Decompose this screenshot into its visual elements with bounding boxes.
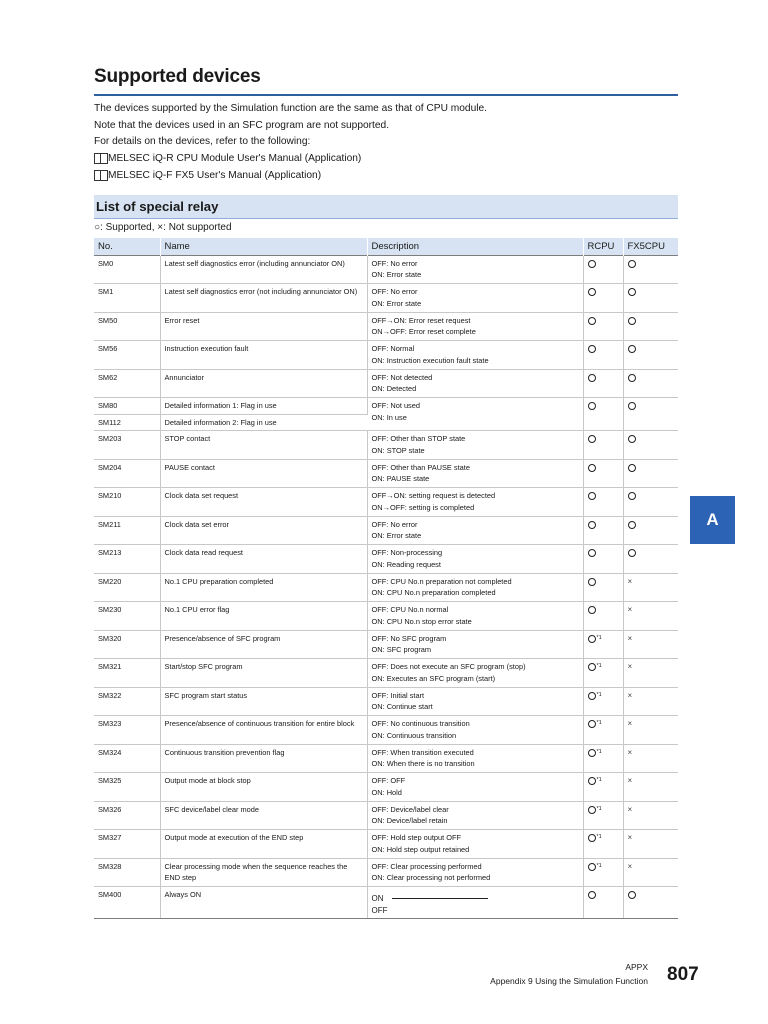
footnote-ref: *1 — [596, 834, 602, 840]
relay-number: SM213 — [94, 545, 160, 574]
description-line: ON: Error state — [371, 298, 422, 308]
fx5cpu-support — [623, 369, 678, 398]
footnote-ref: *1 — [596, 748, 602, 755]
description-line: OFF: No error — [371, 258, 418, 268]
relay-description — [367, 398, 583, 431]
supported-mark — [588, 720, 596, 728]
rcpu-support — [583, 630, 623, 659]
column-header-rcpu: RCPU — [583, 238, 623, 255]
relay-description — [367, 488, 583, 517]
rcpu-support — [583, 687, 623, 716]
manual-reference-text: MELSEC iQ-R CPU Module User's Manual (Application) — [108, 153, 362, 165]
table-row — [94, 659, 678, 688]
relay-name: Output mode at block stop — [160, 773, 367, 802]
relay-description — [367, 630, 583, 659]
description-line: ON: Detected — [371, 384, 417, 393]
description-line: OFF: Other than PAUSE state — [371, 462, 470, 472]
description-line: OFF→ON: setting request is detected — [371, 491, 496, 500]
relay-number: SM320 — [94, 630, 160, 659]
description-line: ON: Continue start — [371, 702, 433, 711]
relay-name: Presence/absence of continuous transition for entire block — [160, 716, 367, 745]
footer-appx: APPX — [625, 962, 648, 972]
fx5cpu-support — [623, 341, 678, 370]
table-row — [94, 545, 678, 574]
page-title: Supported devices — [94, 66, 261, 87]
supported-mark — [588, 663, 596, 671]
not-supported-mark: × — [627, 690, 633, 700]
supported-mark — [628, 317, 636, 325]
supported-mark — [588, 260, 596, 268]
supported-mark — [588, 578, 596, 586]
supported-mark — [628, 521, 636, 529]
fx5cpu-support — [623, 284, 678, 313]
description-line: OFF: Other than STOP state — [371, 434, 466, 443]
fx5cpu-support — [623, 459, 678, 488]
rcpu-support — [583, 602, 623, 631]
supported-mark — [588, 891, 596, 899]
book-icon — [94, 153, 107, 162]
timing-line — [392, 898, 488, 899]
table-row — [94, 312, 678, 341]
column-header-description: Description — [367, 238, 583, 255]
supported-mark — [588, 374, 596, 382]
table-header-row — [94, 238, 678, 255]
supported-mark — [628, 492, 636, 500]
intro-line: The devices supported by the Simulation function are the same as that of CPU module. — [94, 103, 487, 114]
description-line: OFF: Non-processing — [371, 548, 443, 557]
description-line: OFF: Clear processing performed — [371, 861, 482, 871]
description-line: ON: Instruction execution fault state — [371, 355, 489, 365]
relay-description — [367, 516, 583, 545]
description-line: ON: Hold — [371, 787, 402, 797]
relay-number: SM323 — [94, 716, 160, 745]
supported-mark — [588, 606, 596, 614]
supported-mark — [588, 288, 596, 296]
description-line: OFF: No error — [371, 287, 418, 296]
footnote-ref: *1 — [596, 663, 602, 669]
section-underline — [94, 218, 678, 219]
rcpu-support — [583, 744, 623, 773]
relay-name: Error reset — [160, 312, 367, 341]
supported-mark — [588, 749, 596, 757]
description-line: OFF: CPU No.n normal — [371, 605, 449, 614]
relay-number: SM1 — [94, 284, 160, 313]
footnote-ref: *1 — [596, 862, 602, 869]
rcpu-support — [583, 573, 623, 602]
relay-number: SM56 — [94, 341, 160, 370]
fx5cpu-support — [623, 488, 678, 517]
table-row — [94, 573, 678, 602]
fx5cpu-support — [623, 659, 678, 688]
description-line: ON: Device/label retain — [371, 816, 448, 825]
table-row — [94, 255, 678, 284]
rcpu-support — [583, 431, 623, 460]
relay-name: No.1 CPU error flag — [160, 602, 367, 631]
relay-description — [367, 687, 583, 716]
relay-description — [367, 716, 583, 745]
description-line: OFF: Not used — [371, 401, 420, 410]
timing-row-on — [372, 893, 579, 905]
rcpu-support — [583, 398, 623, 431]
not-supported-mark: × — [627, 776, 633, 785]
rcpu-support — [583, 887, 623, 919]
description-line: ON: PAUSE state — [371, 474, 430, 483]
relay-name: Continuous transition prevention flag — [160, 744, 367, 773]
fx5cpu-support — [623, 602, 678, 631]
support-legend: ○: Supported, ×: Not supported — [94, 222, 232, 233]
not-supported-mark: × — [627, 861, 633, 871]
supported-mark — [588, 317, 596, 325]
relay-number: SM322 — [94, 687, 160, 716]
supported-mark — [588, 521, 596, 529]
rcpu-support — [583, 545, 623, 574]
relay-name: SFC device/label clear mode — [160, 801, 367, 830]
supported-mark — [628, 891, 636, 899]
fx5cpu-support — [623, 255, 678, 284]
relay-description — [367, 431, 583, 460]
supported-mark — [588, 806, 596, 814]
supported-mark — [588, 464, 596, 472]
supported-mark — [628, 260, 636, 268]
fx5cpu-support — [623, 545, 678, 574]
supported-mark — [628, 549, 636, 557]
relay-description — [367, 830, 583, 859]
description-line: ON→OFF: Error reset complete — [371, 327, 476, 336]
rcpu-support — [583, 284, 623, 313]
supported-mark — [588, 635, 596, 643]
intro-line: Note that the devices used in an SFC program are not supported. — [94, 119, 390, 131]
relay-number: SM203 — [94, 431, 160, 460]
relay-description — [367, 858, 583, 887]
supported-mark — [628, 374, 636, 382]
table-row — [94, 687, 678, 716]
not-supported-mark: × — [627, 833, 633, 842]
relay-name: Latest self diagnostics error (not including annunciator ON) — [160, 284, 367, 313]
supported-mark — [588, 492, 596, 500]
relay-number: SM325 — [94, 773, 160, 802]
relay-number: SM230 — [94, 602, 160, 631]
rcpu-support — [583, 488, 623, 517]
table-row — [94, 341, 678, 370]
supported-mark — [588, 834, 596, 842]
description-line: ON: SFC program — [371, 645, 432, 654]
table-row — [94, 630, 678, 659]
not-supported-mark: × — [627, 662, 633, 671]
relay-description — [367, 744, 583, 773]
relay-name: Clear processing mode when the sequence reaches the END step — [160, 858, 367, 887]
description-line: ON: Hold step output retained — [371, 844, 470, 854]
relay-number: SM321 — [94, 659, 160, 688]
relay-number: SM204 — [94, 459, 160, 488]
fx5cpu-support — [623, 887, 678, 919]
relay-description — [367, 801, 583, 830]
description-line: ON: When there is no transition — [371, 759, 475, 768]
rcpu-support — [583, 516, 623, 545]
footnote-ref: *1 — [596, 777, 602, 783]
relay-description — [367, 459, 583, 488]
description-line: ON: Reading request — [371, 559, 441, 569]
fx5cpu-support — [623, 573, 678, 602]
description-line: OFF: No error — [371, 519, 418, 529]
supported-mark — [588, 345, 596, 353]
title-underline — [94, 94, 678, 96]
intro-line: For details on the devices, refer to the following: — [94, 136, 311, 148]
section-heading — [94, 195, 678, 218]
rcpu-support — [583, 255, 623, 284]
timing-label-on: ON — [371, 894, 384, 903]
relay-name: Clock data set request — [160, 488, 367, 517]
relay-number: SM327 — [94, 830, 160, 859]
table-row — [94, 516, 678, 545]
description-line: OFF: Normal — [371, 344, 415, 353]
relay-name: Detailed information 2: Flag in use — [160, 414, 367, 431]
rcpu-support — [583, 830, 623, 859]
footnote-ref: *1 — [596, 634, 602, 641]
relay-name: Annunciator — [160, 369, 367, 398]
not-supported-mark: × — [627, 719, 633, 728]
relay-number: SM50 — [94, 312, 160, 341]
description-line: ON: STOP state — [371, 445, 425, 455]
supported-mark — [588, 402, 596, 410]
supported-mark — [628, 345, 636, 353]
relay-name: SFC program start status — [160, 687, 367, 716]
fx5cpu-support — [623, 398, 678, 431]
relay-number: SM0 — [94, 255, 160, 284]
table-row — [94, 830, 678, 859]
table-row — [94, 773, 678, 802]
description-line: OFF→ON: Error reset request — [371, 315, 471, 325]
description-line: OFF: Hold step output OFF — [371, 833, 462, 842]
relay-number: SM112 — [94, 414, 160, 431]
relay-description — [367, 312, 583, 341]
column-header-fx5cpu: FX5CPU — [623, 238, 678, 255]
relay-name: Latest self diagnostics error (including annunciator ON) — [160, 255, 367, 284]
not-supported-mark: × — [627, 747, 633, 757]
footnote-ref: *1 — [596, 805, 602, 812]
relay-number: SM210 — [94, 488, 160, 517]
table-row — [94, 459, 678, 488]
relay-description — [367, 773, 583, 802]
relay-description — [367, 887, 583, 919]
fx5cpu-support — [623, 516, 678, 545]
relay-number: SM62 — [94, 369, 160, 398]
not-supported-mark: × — [627, 804, 633, 814]
supported-mark — [588, 863, 596, 871]
relay-name: No.1 CPU preparation completed — [160, 573, 367, 602]
description-line: OFF: Does not execute an SFC program (stop) — [371, 662, 526, 671]
table-row — [94, 887, 678, 919]
not-supported-mark: × — [627, 605, 633, 614]
description-line: OFF: When transition executed — [371, 747, 474, 757]
relay-description — [367, 602, 583, 631]
rcpu-support — [583, 369, 623, 398]
manual-reference[interactable] — [94, 151, 678, 168]
rcpu-support — [583, 716, 623, 745]
relay-number: SM328 — [94, 858, 160, 887]
relay-number: SM220 — [94, 573, 160, 602]
description-line: OFF: No SFC program — [371, 633, 447, 643]
relay-description — [367, 545, 583, 574]
table-row — [94, 716, 678, 745]
relay-description — [367, 573, 583, 602]
supported-mark — [628, 288, 636, 296]
supported-mark — [588, 777, 596, 785]
fx5cpu-support — [623, 687, 678, 716]
supported-mark — [628, 402, 636, 410]
manual-reference[interactable] — [94, 168, 678, 185]
relay-name: STOP contact — [160, 431, 367, 460]
table-row — [94, 744, 678, 773]
fx5cpu-support — [623, 716, 678, 745]
description-line: OFF: Not detected — [371, 372, 433, 382]
description-line: ON: In use — [371, 412, 407, 422]
relay-name: PAUSE contact — [160, 459, 367, 488]
rcpu-support — [583, 459, 623, 488]
description-line: ON: Executes an SFC program (start) — [371, 673, 496, 683]
rcpu-support — [583, 801, 623, 830]
description-line: OFF: Device/label clear — [371, 804, 449, 814]
table-row — [94, 488, 678, 517]
manual-reference-text: MELSEC iQ-F FX5 User's Manual (Application) — [108, 169, 322, 181]
relay-number: SM211 — [94, 516, 160, 545]
relay-description — [367, 284, 583, 313]
description-line: OFF: CPU No.n preparation not completed — [371, 576, 512, 586]
description-line: ON: CPU No.n preparation completed — [371, 588, 496, 597]
rcpu-support — [583, 773, 623, 802]
table-row — [94, 858, 678, 887]
fx5cpu-support — [623, 431, 678, 460]
relay-number: SM326 — [94, 801, 160, 830]
description-line: ON: Continuous transition — [371, 730, 457, 740]
fx5cpu-support — [623, 773, 678, 802]
table-row — [94, 284, 678, 313]
table-row — [94, 369, 678, 398]
supported-mark — [588, 435, 596, 443]
description-line: OFF: Initial start — [371, 690, 425, 700]
footnote-ref: *1 — [596, 720, 602, 726]
special-relay-table — [94, 238, 678, 919]
relay-name: Start/stop SFC program — [160, 659, 367, 688]
rcpu-support — [583, 659, 623, 688]
column-header-no: No. — [94, 238, 160, 255]
rcpu-support — [583, 312, 623, 341]
footnote-ref: *1 — [596, 691, 602, 698]
relay-name: Output mode at execution of the END step — [160, 830, 367, 859]
supported-mark — [628, 435, 636, 443]
appendix-tab[interactable]: A — [690, 496, 735, 544]
table-body — [94, 255, 678, 919]
fx5cpu-support — [623, 801, 678, 830]
fx5cpu-support — [623, 744, 678, 773]
relay-name: Presence/absence of SFC program — [160, 630, 367, 659]
column-header-name: Name — [160, 238, 367, 255]
relay-number: SM80 — [94, 398, 160, 415]
relay-name: Always ON — [160, 887, 367, 919]
timing-label-off: OFF — [371, 905, 388, 915]
table-row — [94, 602, 678, 631]
table-row — [94, 398, 678, 415]
not-supported-mark: × — [627, 576, 633, 586]
relay-description — [367, 369, 583, 398]
supported-mark — [628, 464, 636, 472]
relay-name: Clock data read request — [160, 545, 367, 574]
supported-mark — [588, 549, 596, 557]
rcpu-support — [583, 341, 623, 370]
relay-description — [367, 255, 583, 284]
section-title: List of special relay — [96, 199, 219, 214]
table-row — [94, 431, 678, 460]
description-line: ON: Error state — [371, 270, 422, 279]
relay-name: Detailed information 1: Flag in use — [160, 398, 367, 415]
fx5cpu-support — [623, 312, 678, 341]
intro-text — [94, 101, 678, 185]
supported-mark — [588, 692, 596, 700]
fx5cpu-support — [623, 858, 678, 887]
rcpu-support — [583, 858, 623, 887]
page-number: 807 — [667, 964, 699, 985]
description-line: ON: CPU No.n stop error state — [371, 616, 472, 626]
book-icon — [94, 170, 107, 179]
relay-description — [367, 659, 583, 688]
not-supported-mark: × — [627, 633, 633, 643]
description-line: ON: Clear processing not performed — [371, 873, 491, 882]
relay-name: Clock data set error — [160, 516, 367, 545]
relay-name: Instruction execution fault — [160, 341, 367, 370]
description-line: ON→OFF: setting is completed — [371, 502, 475, 512]
footer-chapter-title: Appendix 9 Using the Simulation Function — [490, 976, 648, 986]
description-line: OFF: OFF — [371, 776, 406, 785]
fx5cpu-support — [623, 830, 678, 859]
relay-number: SM400 — [94, 887, 160, 919]
table-row — [94, 801, 678, 830]
relay-number: SM324 — [94, 744, 160, 773]
fx5cpu-support — [623, 630, 678, 659]
description-line: ON: Error state — [371, 531, 422, 540]
relay-description — [367, 341, 583, 370]
description-line: OFF: No continuous transition — [371, 719, 470, 728]
